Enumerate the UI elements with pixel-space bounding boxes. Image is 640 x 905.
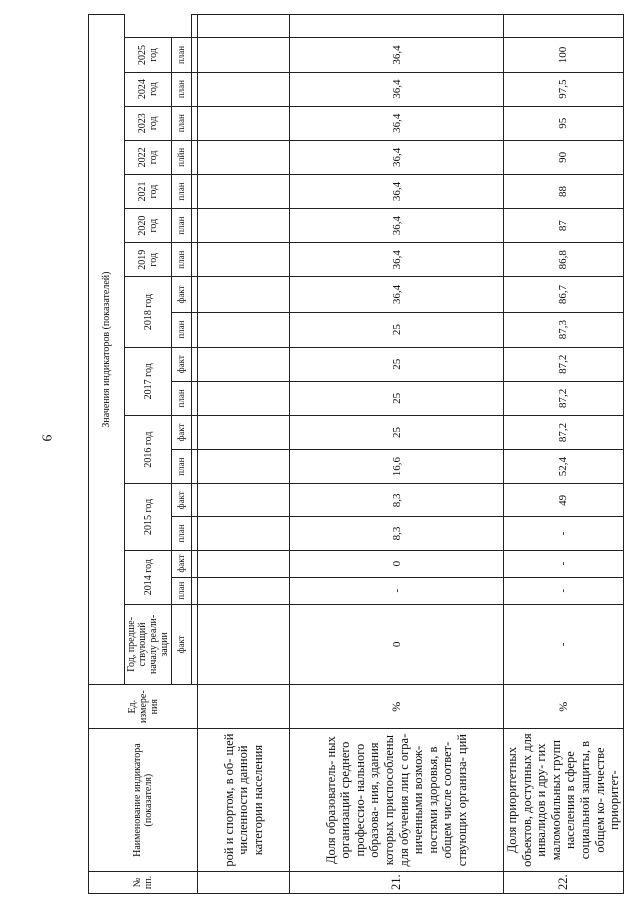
value-cell: 8,3 <box>290 484 504 517</box>
sub-header-2014-plan: план <box>172 577 192 604</box>
value-cell: 36,4 <box>290 209 504 243</box>
value-cell <box>198 277 290 312</box>
sub-header-2023-plan: план <box>172 106 192 140</box>
sub-header-2025-plan: план <box>172 38 192 72</box>
sub-header-2016-plan: план <box>172 450 192 484</box>
value-cell: 87,2 <box>504 415 624 449</box>
table-row <box>504 15 624 894</box>
value-cell: - <box>290 577 504 604</box>
value-cell: 25 <box>290 415 504 449</box>
table-body <box>198 15 624 894</box>
value-cell: 36,4 <box>290 174 504 208</box>
unit-cell: % <box>504 685 624 729</box>
table-row <box>198 15 290 894</box>
header-unit: Ед. измере- ния <box>89 685 198 729</box>
value-cell: - <box>504 604 624 684</box>
sub-header-2020-plan: план <box>172 209 192 243</box>
header-year-2021: 2021 год <box>125 174 172 208</box>
value-cell: 87,2 <box>504 347 624 381</box>
indicator-name: Доля приоритетных объектов, доступных для инвалидов и дру- гих маломобильных групп населения в сфере социальной защиты, в общем ко- личестве приоритет- <box>504 729 624 872</box>
value-cell <box>504 15 624 38</box>
header-year-2022: 2022 год <box>125 140 172 174</box>
sub-header-2015-plan: план <box>172 517 192 550</box>
sub-header-2019-plan: план <box>172 243 192 277</box>
value-cell <box>198 140 290 174</box>
header-year-2020: 2020 год <box>125 209 172 243</box>
header-year-2017: 2017 год <box>125 347 172 415</box>
value-cell <box>198 312 290 347</box>
sub-header-2017-plan: план <box>172 381 192 415</box>
value-cell: 8,3 <box>290 517 504 550</box>
sub-header-2022-plan: плйн <box>172 140 192 174</box>
value-cell <box>198 450 290 484</box>
value-cell: 25 <box>290 312 504 347</box>
sub-header-2018-fact: факт <box>172 277 192 312</box>
value-cell <box>198 517 290 550</box>
sub-header-2016-fact: факт <box>172 415 192 449</box>
sub-header-2015-fact: факт <box>172 484 192 517</box>
value-cell: - <box>504 517 624 550</box>
value-cell <box>290 15 504 38</box>
indicators-table <box>88 14 624 894</box>
header-base-year: Год, предше- ствующий началу реали- зации <box>125 604 172 684</box>
value-cell: 95 <box>504 106 624 140</box>
sub-header-base-fact: факт <box>172 604 192 684</box>
header-num: № пп. <box>89 871 198 893</box>
value-cell <box>198 174 290 208</box>
value-cell: 86,7 <box>504 277 624 312</box>
value-cell: 36,4 <box>290 140 504 174</box>
header-year-2023: 2023 год <box>125 106 172 140</box>
rotated-table-container <box>88 14 622 894</box>
value-cell: 36,4 <box>290 38 504 72</box>
value-cell: 25 <box>290 347 504 381</box>
header-name: Наименование индикатора (показателя) <box>89 729 198 872</box>
header-year-2014: 2014 год <box>125 550 172 604</box>
value-cell <box>198 415 290 449</box>
sub-header-2018-plan: план <box>172 312 192 347</box>
value-cell: 97,5 <box>504 72 624 106</box>
value-cell: 52,4 <box>504 450 624 484</box>
value-cell: 0 <box>290 550 504 577</box>
value-cell: - <box>504 550 624 577</box>
header-year-2016: 2016 год <box>125 415 172 483</box>
value-cell: 88 <box>504 174 624 208</box>
value-cell: 100 <box>504 38 624 72</box>
value-cell <box>198 381 290 415</box>
value-cell <box>198 72 290 106</box>
sub-header-2017-fact: факт <box>172 347 192 381</box>
value-cell: 16,6 <box>290 450 504 484</box>
value-cell: 36,4 <box>290 106 504 140</box>
value-cell <box>198 15 290 38</box>
value-cell: - <box>504 577 624 604</box>
value-cell: 87 <box>504 209 624 243</box>
sub-header-2014-fact: факт <box>172 550 192 577</box>
unit-cell <box>198 685 290 729</box>
value-cell <box>198 209 290 243</box>
header-year-2019: 2019 год <box>125 243 172 277</box>
header-year-2024: 2024 год <box>125 72 172 106</box>
value-cell: 90 <box>504 140 624 174</box>
value-cell <box>198 347 290 381</box>
value-cell: 36,4 <box>290 243 504 277</box>
indicator-name: Доля образователь- ных организаций среднего профессио- нального образова- ния, здания которых приспособлены для обучения лиц с огра- ниченными возмож- ностями здоровья, в общем числе соответ- ствующих организа- ций <box>290 729 504 872</box>
row-number <box>198 871 290 893</box>
page-number: 9 <box>38 434 54 442</box>
table-row <box>290 15 504 894</box>
value-cell <box>198 484 290 517</box>
row-number: 21. <box>290 871 504 893</box>
unit-cell: % <box>290 685 504 729</box>
value-cell: 25 <box>290 381 504 415</box>
header-year-2015: 2015 год <box>125 484 172 550</box>
value-cell: 87,3 <box>504 312 624 347</box>
value-cell: 36,4 <box>290 277 504 312</box>
sub-header-2024-plan: план <box>172 72 192 106</box>
sub-header-2021-plan: план <box>172 174 192 208</box>
row-number: 22. <box>504 871 624 893</box>
indicator-name: рой и спортом, в об- щей численности данной категории населения <box>198 729 290 872</box>
header-year-2018: 2018 год <box>125 277 172 347</box>
header-year-2025: 2025 год <box>125 38 172 72</box>
value-cell: 86,8 <box>504 243 624 277</box>
value-cell: 49 <box>504 484 624 517</box>
value-cell <box>198 106 290 140</box>
value-cell <box>198 604 290 684</box>
value-cell <box>198 577 290 604</box>
value-cell: 36,4 <box>290 72 504 106</box>
value-cell <box>198 550 290 577</box>
value-cell: 87,2 <box>504 381 624 415</box>
value-cell <box>198 243 290 277</box>
value-cell <box>198 38 290 72</box>
value-cell: 0 <box>290 604 504 684</box>
header-values: Значения индикаторов (показателей) <box>89 15 125 685</box>
